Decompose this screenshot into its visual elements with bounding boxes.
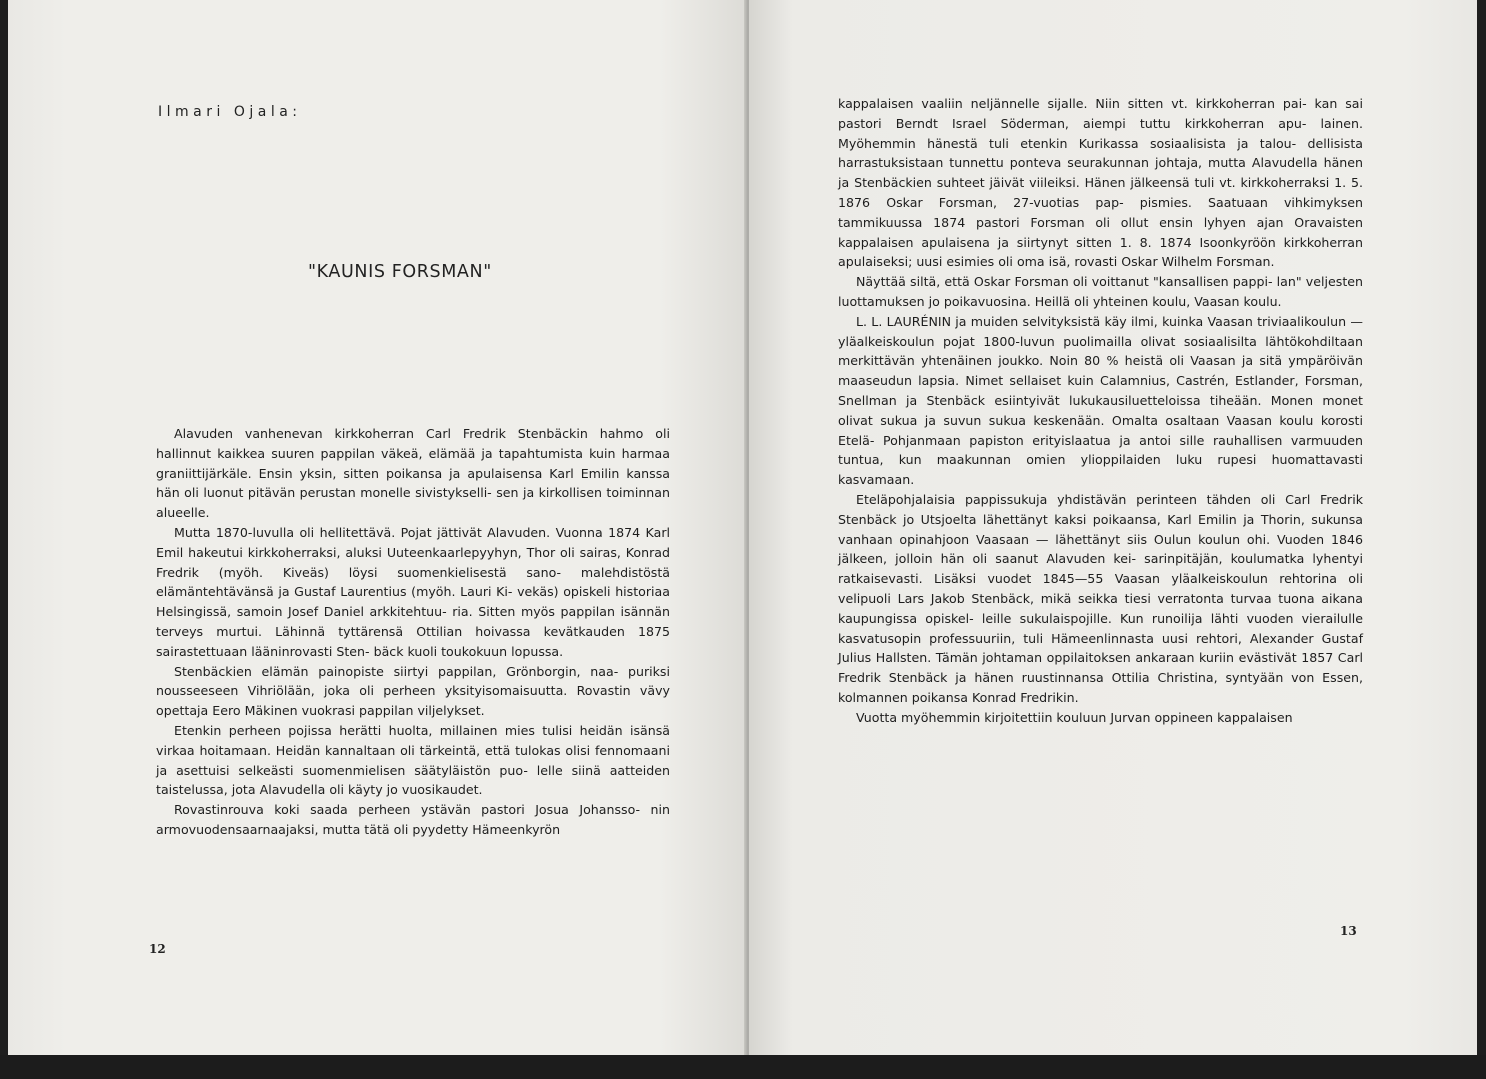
right-page [749,0,1477,1055]
paragraph: L. L. LAURÉNIN ja muiden selvityksistä käy ilmi, kuinka Vaasan triviaalikoulun — yläalkeiskoulun pojat 1800-luvun puolimailla olivat sosiaalisilta lähtökohdiltaan merkittävän yhtenäinen joukko. Noin 80 % heistä oli Vaasan ja sitä ympäröivän maaseudun lapsia. Nimet sellaiset kuin Calamnius, Castrén, Estlander, Forsman, Snellman ja Stenbäck esiintyivät lukukausiluetteloissa tiheään. Monen monet olivat sukua ja suvun sukua keskenään. Omalta osaltaan Vaasan koulu korosti Etelä- Pohjanmaan papiston erityislaatua ja antoi sille rauhallisen varmuuden tuntua, kun maakunnan omien ylioppilaiden luku rupesi huomattavasti kasvamaan. [838,313,1363,488]
left-page [8,0,748,1055]
author-name: Ilmari Ojala: [158,104,302,120]
scan-bottom-edge [0,1055,1486,1079]
paragraph: Vuotta myöhemmin kirjoitettiin kouluun Jurvan oppineen kappalaisen [856,709,1293,725]
paragraph: Mutta 1870-luvulla oli hellitettävä. Pojat jättivät Alavuden. Vuonna 1874 Karl Emil hakeutui kirkkoherraksi, aluksi Uuteenkaarlepyyhyn, Thor oli sairas, Konrad Fredrik (myöh. Kiveäs) löysi suomenkielisestä sano- malehdistöstä elämäntehtävänsä ja Gustaf Laurentius (myöh. Lauri Ki- vekäs) opiskeli historiaa Helsingissä, samoin Josef Daniel arkkitehtuu- ria. Sitten myös pappilan isännän terveys murtui. Lähinnä tyttärensä Ottilian hoivassa kevätkauden 1875 sairastettuaan lääninrovasti Sten- bäck kuoli toukokuun lopussa. [156,524,670,659]
article-title: "KAUNIS FORSMAN" [308,262,492,282]
page-number-right: 13 [1340,924,1357,938]
page-number-left: 12 [149,942,166,956]
paragraph: Näyttää siltä, että Oskar Forsman oli voittanut "kansallisen pappi- lan" veljesten luottamuksen jo poikavuosina. Heillä oli yhteinen koulu, Vaasan koulu. [838,274,1363,309]
paragraph: kappalaisen vaaliin neljännelle sijalle. Niin sitten vt. kirkkoherran pai- kan sai pastori Berndt Israel Söderman, aiempi tuttu kirkkoherran apu- lainen. Myöhemmin hänestä tuli etenkin Kurikassa sosiaalisista ja talou- dellisista harrastuksistaan tunnettu ponteva seurakunnan johtaja, mutta Alavudella hänen ja Stenbäckien suhteet jäivät viileiksi. Hänen jälkeensä tuli vt. kirkkoherraksi 1. 5. 1876 Oskar Forsman, 27-vuotias pap- pismies. Saatuaan vihkimyksen tammikuussa 1874 pastori Forsman oli ollut ensin lyhyen ajan Oravaisten kappalaisen apulaisena ja siirtynyt sitten 1. 8. 1874 Isoonkyröön kirkkoherran apulaiseksi; uusi esimies oli oma isä, rovasti Oskar Wilhelm Forsman. [838,96,1363,270]
paragraph: Eteläpohjalaisia pappissukuja yhdistävän perinteen tähden oli Carl Fredrik Stenbäck jo Utsjoelta lähettänyt kaksi poikaansa, Karl Emilin ja Thorin, sukunsa vanhaan opinahjoon Vaasaan — lähettänyt siis Oulun koulun ohi. Vuoden 1846 jälkeen, jolloin hän oli saanut Alavuden kei- sarinpitäjän, koulumatka lyhentyi ratkaisevasti. Lisäksi vuodet 1845—55 Vaasan yläalkeiskoulun rehtorina oli velipuoli Lars Jakob Stenbäck, mikä seikka tiesi verratonta turvaa tuona aikana kaupungissa opiskel- leille sukulaispojille. Kun runoilija lähti vuoden vierailulle kasvatusopin professuuriin, tuli Hämeenlinnasta uusi rehtori, Alexander Gustaf Julius Hallsten. Tämän johtaman oppilaitoksen ankaraan kuriin evästivät 1857 Carl Fredrik Stenbäck ja hänen ruustinnansa Ottilia Christina, syntyään von Essen, kolmannen poikansa Konrad Fredrikin. [838,491,1363,705]
right-body-text [838,94,1363,728]
left-body-text [156,424,670,840]
paragraph: Rovastinrouva koki saada perheen ystävän pastori Josua Johansso- nin armovuodensaarnaajaksi, mutta tätä oli pyydetty Hämeenkyrön [156,802,670,837]
paragraph: Etenkin perheen pojissa herätti huolta, millainen mies tulisi heidän isänsä virkaa hoitamaan. Heidän kannaltaan oli tärkeintä, että tulokas olisi fennomaani ja asettuisi selkeästi suomenmielisen säätyläistön puo- lelle siinä aatteiden taistelussa, jota Alavudella oli käyty jo vuosikaudet. [156,722,670,798]
paragraph: Alavuden vanhenevan kirkkoherran Carl Fredrik Stenbäckin hahmo oli hallinnut kaikkea suuren pappilan väkeä, elämää ja tapahtumista kuin harmaa graniittijärkäle. Ensin yksin, sitten poikansa ja apulaisensa Karl Emilin kanssa hän oli luonut pitävän perustan monelle sivistykselli- sen ja kirkollisen toiminnan alueelle. [156,426,670,521]
paragraph: Stenbäckien elämän painopiste siirtyi pappilan, Grönborgin, naa- puriksi nousseeseen Vihriölään, joka oli perheen yksityisomaisuutta. Rovastin vävy opettaja Eero Mäkinen vuokrasi pappilan viljelykset. [156,663,670,719]
